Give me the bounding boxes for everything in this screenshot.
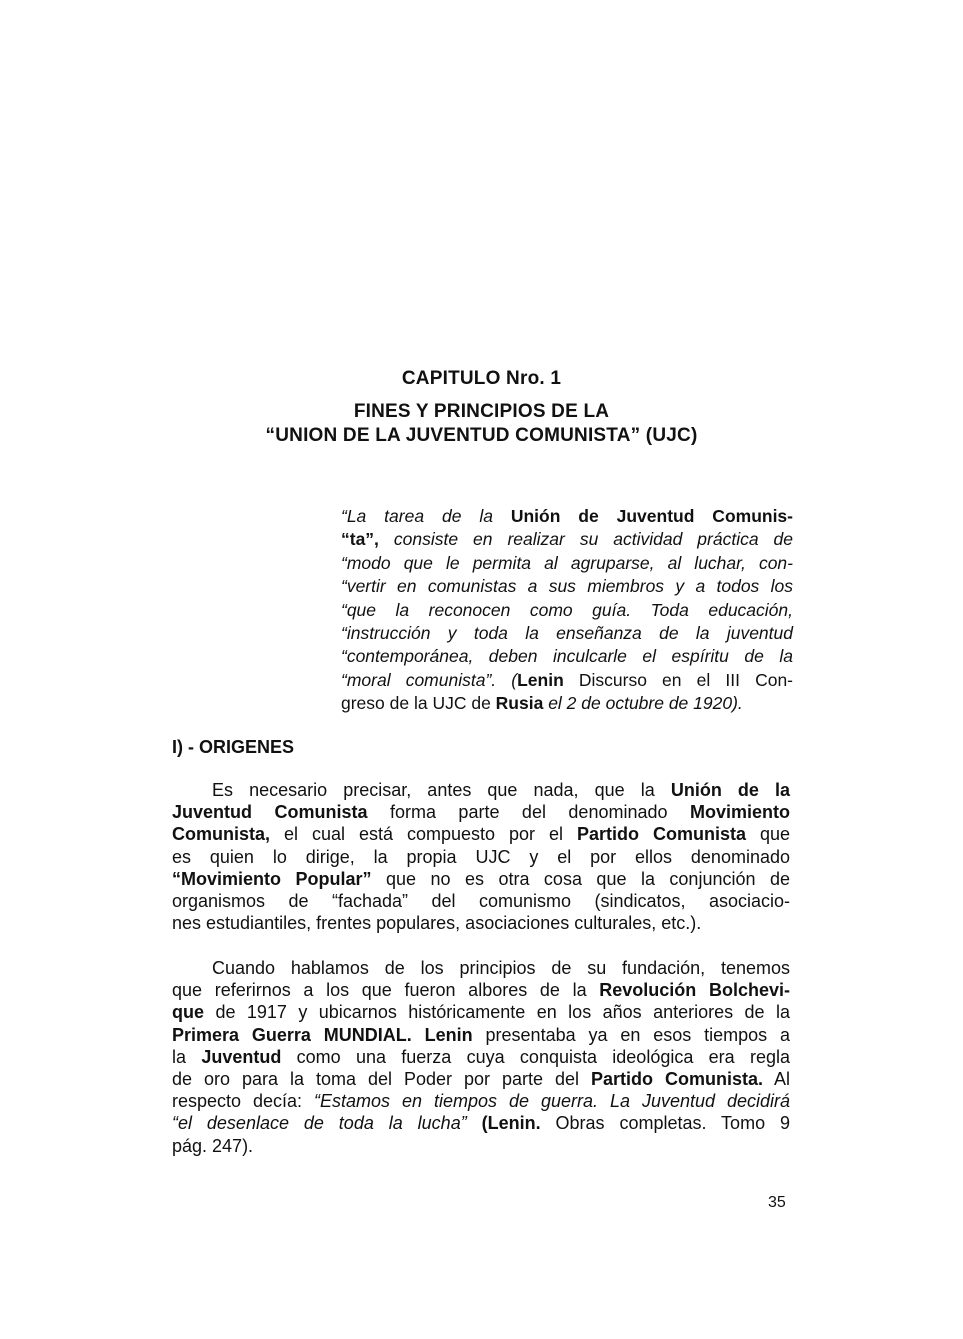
paragraph-line <box>172 823 790 845</box>
paragraph-line: es quien lo dirige, la propia UJC y el por ellos denominado <box>172 846 790 867</box>
paragraph-bold-text: Primera Guerra MUNDIAL. <box>172 1024 412 1045</box>
paragraph-text: de 1917 y ubicarnos históricamente en los años anteriores de la <box>204 1002 790 1023</box>
epigraph-country: Rusia <box>495 693 544 714</box>
epigraph-source: greso de la UJC de <box>341 693 496 714</box>
paragraph-quote-text: “Estamos en tiempos de guerra. La Juventud decidirá <box>314 1091 790 1112</box>
epigraph-text: “La tarea de la <box>341 506 511 526</box>
body-paragraph-1 <box>172 779 790 934</box>
paragraph-line <box>172 1090 790 1112</box>
epigraph-source: Discurso en el III Con- <box>563 669 793 690</box>
epigraph-line: “modo que le permita al agruparse, al luchar, con- <box>341 552 793 573</box>
epigraph-bold-text: “ta”, <box>341 529 394 550</box>
epigraph-bold-text: Unión de Juventud Comunis- <box>510 506 793 526</box>
epigraph-text: consiste en realizar su actividad práctica de <box>393 529 793 550</box>
paragraph-line <box>172 1046 790 1068</box>
paragraph-text: presentaba ya en esos tiempos a <box>472 1024 791 1045</box>
epigraph-line <box>341 692 793 715</box>
paragraph-bold-text: (Lenin. <box>466 1113 541 1134</box>
chapter-number: CAPITULO Nro. 1 <box>401 368 562 389</box>
section-heading-origenes: I) - ORIGENES <box>172 737 295 757</box>
epigraph-line: “vertir en comunistas a sus miembros y a todos los <box>341 576 793 597</box>
paragraph-line <box>172 1112 790 1134</box>
paragraph-text: el cual está compuesto por el <box>270 824 577 845</box>
page-number: 35 <box>768 1194 786 1211</box>
paragraph-text: que no es otra cosa que la conjunción de <box>371 868 790 889</box>
body-paragraph-2 <box>172 957 790 1157</box>
paragraph-bold-text: Comunista, <box>172 824 271 845</box>
epigraph-line: “instrucción y toda la enseñanza de la juventud <box>341 623 793 644</box>
paragraph-text: que referirnos a los que fueron albores de la <box>172 980 600 1001</box>
paragraph-bold-text: Lenin <box>424 1024 473 1045</box>
epigraph-quote <box>341 505 793 716</box>
chapter-title-line-2: “UNION DE LA JUVENTUD COMUNISTA” (UJC) <box>265 425 698 446</box>
paragraph-bold-text: Partido Comunista. <box>591 1069 764 1090</box>
paragraph-bold-text: Revolución Bolchevi- <box>599 980 790 1001</box>
paragraph-line: Cuando hablamos de los principios de su fundación, tenemos <box>212 958 790 978</box>
paragraph-bold-text: “Movimiento Popular” <box>172 868 372 889</box>
paragraph-text <box>412 1025 425 1045</box>
paragraph-text: Es necesario precisar, antes que nada, que la <box>212 780 671 800</box>
paragraph-text: que <box>745 824 790 845</box>
paragraph-line: nes estudiantiles, frentes populares, asociaciones culturales, etc.). <box>172 913 702 934</box>
paragraph-text: Obras completas. Tomo 9 <box>540 1113 790 1134</box>
epigraph-author: Lenin <box>517 669 564 690</box>
paragraph-text: como una fuerza cuya conquista ideológica era regla <box>281 1046 790 1067</box>
paragraph-line <box>172 979 790 1001</box>
paragraph-quote-text: “el desenlace de toda la lucha” <box>172 1113 467 1134</box>
paragraph-line <box>172 779 790 801</box>
paragraph-text: respecto decía: <box>172 1091 315 1112</box>
paragraph-text: forma parte del denominado <box>367 802 690 823</box>
paragraph-bold-text: Juventud Comunista <box>172 802 368 823</box>
paragraph-line <box>172 1024 790 1046</box>
paragraph-bold-text: Juventud <box>201 1046 282 1067</box>
paragraph-bold-text: que <box>172 1002 205 1023</box>
epigraph-line: “contemporánea, deben inculcarle el espíritu de la <box>341 646 793 667</box>
epigraph-text: “moral comunista”. ( <box>341 669 518 690</box>
chapter-title-line-1: FINES Y PRINCIPIOS DE LA <box>353 401 610 422</box>
paragraph-line <box>172 1001 790 1023</box>
paragraph-line: pág. 247). <box>172 1135 254 1156</box>
epigraph-line <box>341 505 793 528</box>
paragraph-line: organismos de “fachada” del comunismo (sindicatos, asociacio- <box>172 891 790 912</box>
paragraph-text: la <box>172 1046 202 1067</box>
epigraph-line <box>341 528 793 551</box>
epigraph-line: “que la reconocen como guía. Toda educación, <box>341 599 793 620</box>
paragraph-line <box>172 868 790 890</box>
paragraph-line <box>172 801 790 823</box>
epigraph-line <box>341 669 793 692</box>
paragraph-bold-text: Partido Comunista <box>576 824 746 845</box>
paragraph-text: de oro para la toma del Poder por parte del <box>172 1069 592 1090</box>
paragraph-text: Al <box>763 1069 791 1090</box>
paragraph-line <box>172 1068 790 1090</box>
epigraph-date: el 2 de octubre de 1920). <box>543 693 743 714</box>
paragraph-bold-text: Unión de la <box>670 780 790 800</box>
paragraph-bold-text: Movimiento <box>689 802 790 823</box>
